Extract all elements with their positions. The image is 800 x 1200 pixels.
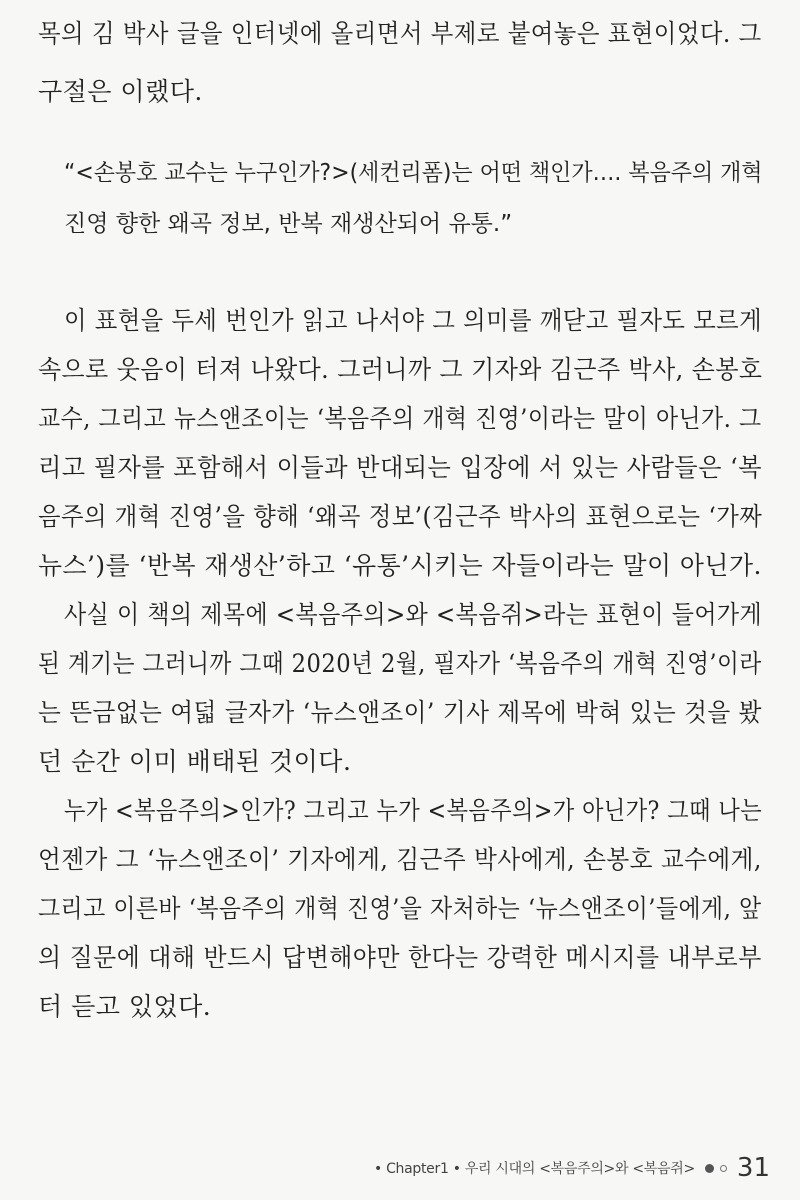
page-footer (374, 1150, 770, 1186)
body-line: 된 계기는 그러니까 그때 2020년 2월, 필자가 ‘복음주의 개혁 진영’이라 (38, 649, 762, 678)
body-line: 구절은 이랬다. (38, 77, 203, 106)
body-line: 사실 이 책의 제목에 <복음주의>와 <복음쥐>라는 표현이 들어가게 (64, 600, 763, 629)
body-line: 목의 김 박사 글을 인터넷에 올리면서 부제로 붙여놓은 표현이었다. 그 (38, 19, 762, 48)
filled-dot-icon (705, 1164, 714, 1173)
body-line: 이 표현을 두세 번인가 읽고 나서야 그 의미를 깨닫고 필자도 모르게 (64, 306, 763, 335)
page-number: 31 (736, 1153, 770, 1183)
body-line: 는 뜬금없는 여덟 글자가 ‘뉴스앤조이’ 기사 제목에 박혀 있는 것을 봤 (38, 698, 762, 727)
body-line: 음주의 개혁 진영’을 향해 ‘왜곡 정보’(김근주 박사의 표현으로는 ‘가짜 (38, 502, 763, 531)
body-line: 던 순간 이미 배태된 것이다. (38, 747, 352, 776)
body-line: 교수, 그리고 뉴스앤조이는 ‘복음주의 개혁 진영’이라는 말이 아닌가. 그 (38, 404, 762, 433)
body-line: 뉴스’)를 ‘반복 재생산’하고 ‘유통’시키는 자들이라는 말이 아닌가. (38, 551, 762, 580)
body-line: 그리고 이른바 ‘복음주의 개혁 진영’을 자처하는 ‘뉴스앤조이’들에게, 앞 (38, 894, 762, 923)
body-line: 언젠가 그 ‘뉴스앤조이’ 기자에게, 김근주 박사에게, 손봉호 교수에게, (38, 845, 762, 874)
body-line: 속으로 웃음이 터져 나왔다. 그러니까 그 기자와 김근주 박사, 손봉호 (38, 355, 763, 384)
body-line: 누가 <복음주의>인가? 그리고 누가 <복음주의>가 아닌가? 그때 나는 (64, 796, 763, 825)
body-line: 리고 필자를 포함해서 이들과 반대되는 입장에 서 있는 사람들은 ‘복 (38, 453, 763, 482)
quote-line: 진영 향한 왜곡 정보, 반복 재생산되어 유통.” (64, 211, 513, 237)
hollow-dot-icon (720, 1165, 727, 1172)
body-line: 의 질문에 대해 반드시 답변해야만 한다는 강력한 메시지를 내부로부 (38, 943, 762, 972)
body-line: 터 듣고 있었다. (38, 992, 212, 1021)
running-head: • Chapter1 • 우리 시대의 <복음주의>와 <복음쥐> (373, 1161, 695, 1177)
quote-line: “<손봉호 교수는 누구인가?>(세컨리폼)는 어떤 책인가…. 복음주의 개혁 (64, 160, 763, 186)
